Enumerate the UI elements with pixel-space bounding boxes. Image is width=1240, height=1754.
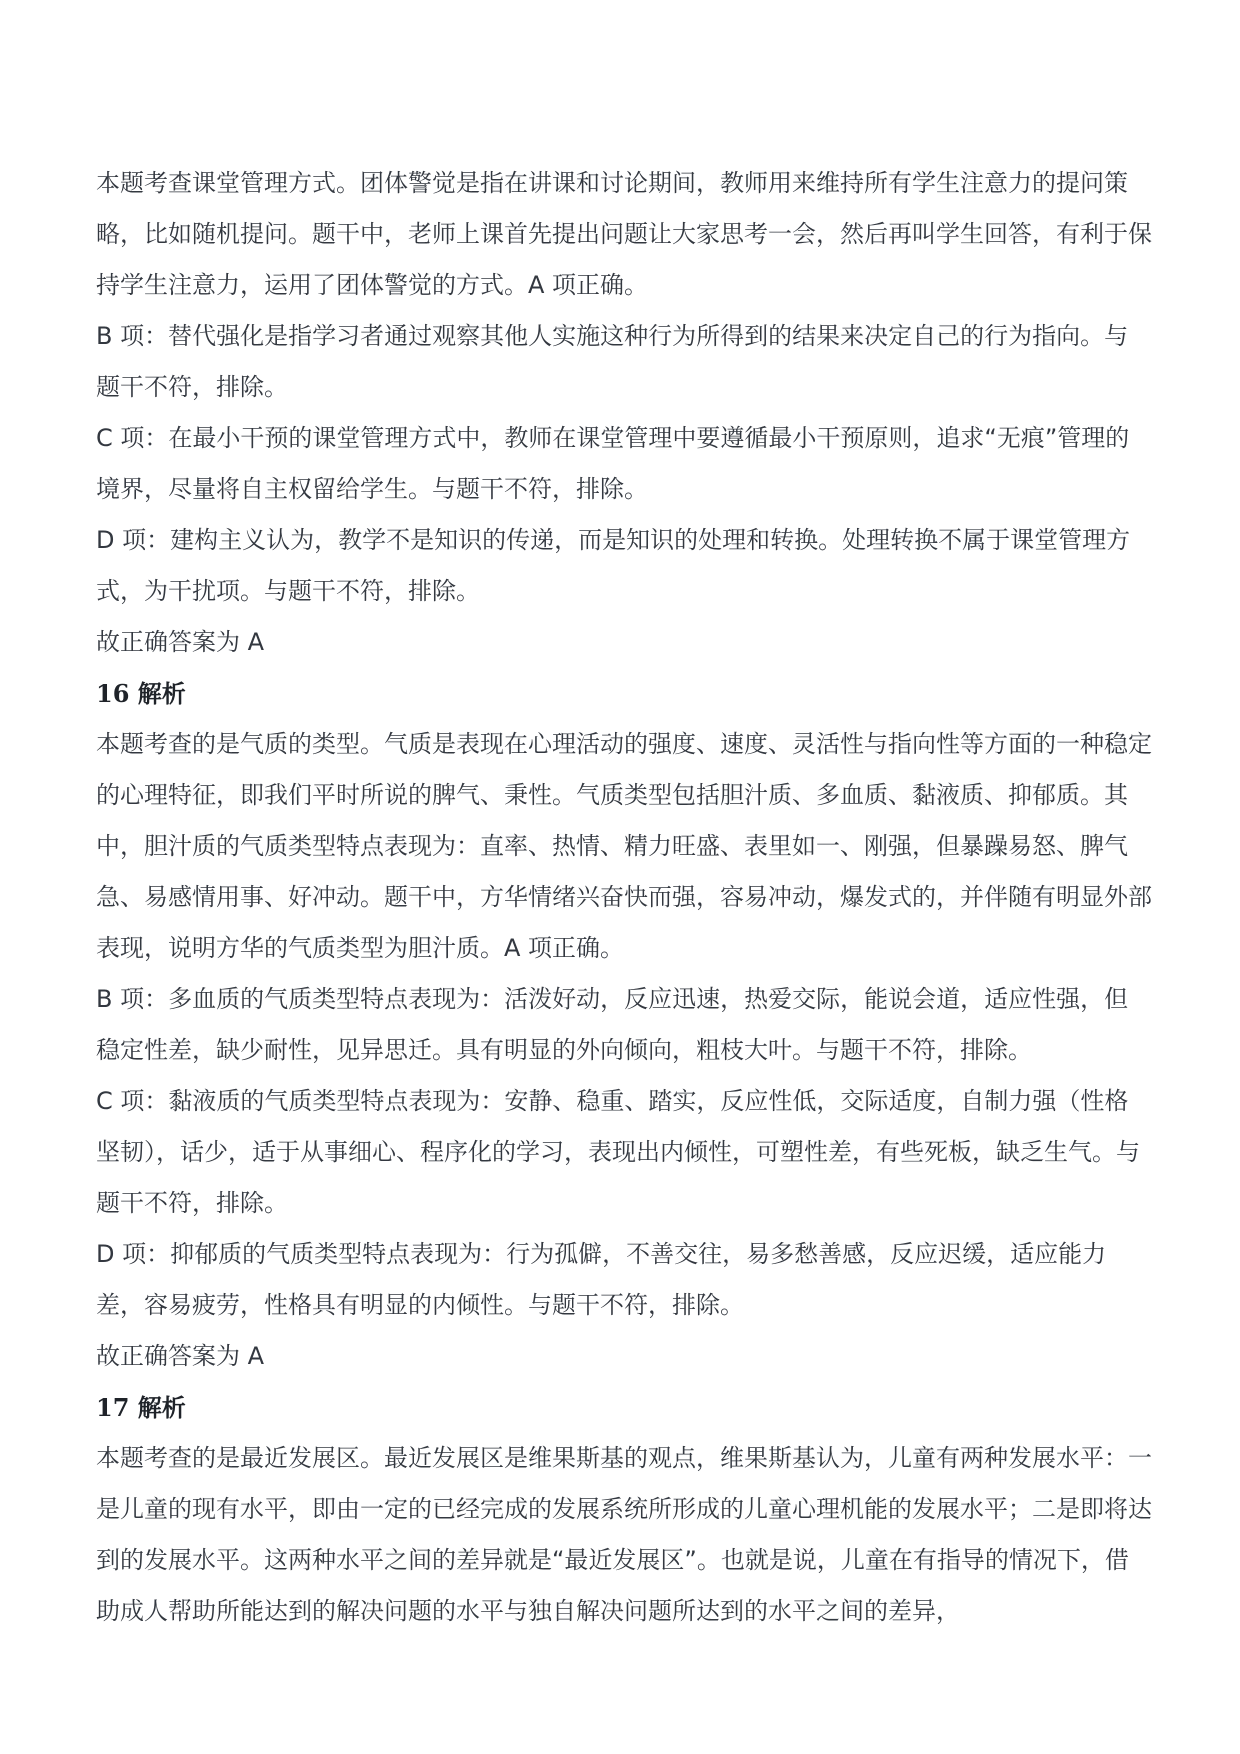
paragraph-q17-analysis: 本题考查的是最近发展区。最近发展区是维果斯基的观点，维果斯基认为，儿童有两种发展水平：一是儿童的现有水平，即由一定的已经完成的发展系统所形成的儿童心理机能的发展水平；二是即将达到的发展水平。这两种水平之间的差异就是“最近发展区”。也就是说，儿童在有指导的情况下，借助成人帮助所能达到的解决问题的水平与独自解决问题所达到的水平之间的差异，: [96, 1444, 1152, 1625]
paragraph-q15-option-b: B 项：替代强化是指学习者通过观察其他人实施这种行为所得到的结果来决定自己的行为指向。与题干不符，排除。: [96, 322, 1129, 401]
paragraph-q16-option-b: B 项：多血质的气质类型特点表现为：活泼好动，反应迅速，热爱交际，能说会道，适应性强，但稳定性差，缺少耐性，见异思迁。具有明显的外向倾向，粗枝大叶。与题干不符，排除。: [96, 985, 1129, 1064]
paragraph-q15-answer: 故正确答案为 A: [96, 628, 265, 656]
paragraph-q16-option-d: D 项：抑郁质的气质类型特点表现为：行为孤僻，不善交往，易多愁善感，反应迟缓，适应能力差，容易疲劳，性格具有明显的内倾性。与题干不符，排除。: [96, 1240, 1107, 1319]
heading-q17-analysis: 17 解析: [96, 1393, 186, 1422]
paragraph-q16-answer: 故正确答案为 A: [96, 1342, 265, 1370]
paragraph-q16-option-c: C 项：黏液质的气质类型特点表现为：安静、稳重、踏实，反应性低，交际适度，自制力强（性格坚韧），话少，适于从事细心、程序化的学习，表现出内倾性，可塑性差，有些死板，缺乏生气。与题干不符，排除。: [96, 1087, 1140, 1217]
heading-q16-analysis: 16 解析: [96, 679, 186, 708]
paragraph-q15-option-c: C 项：在最小干预的课堂管理方式中，教师在课堂管理中要遵循最小干预原则，追求“无痕”管理的境界，尽量将自主权留给学生。与题干不符，排除。: [96, 424, 1130, 503]
paragraph-q16-analysis: 本题考查的是气质的类型。气质是表现在心理活动的强度、速度、灵活性与指向性等方面的一种稳定的心理特征，即我们平时所说的脾气、秉性。气质类型包括胆汁质、多血质、黏液质、抑郁质。其中，胆汁质的气质类型特点表现为：直率、热情、精力旺盛、表里如一、刚强，但暴躁易怒、脾气急、易感情用事、好冲动。题干中，方华情绪兴奋快而强，容易冲动，爆发式的，并伴随有明显外部表现，说明方华的气质类型为胆汁质。A 项正确。: [96, 730, 1152, 962]
paragraph-q15-option-d: D 项：建构主义认为，教学不是知识的传递，而是知识的处理和转换。处理转换不属于课堂管理方式，为干扰项。与题干不符，排除。: [96, 526, 1131, 605]
document-page: [96, 158, 1152, 1637]
paragraph-q15-analysis: 本题考查课堂管理方式。团体警觉是指在讲课和讨论期间，教师用来维持所有学生注意力的提问策略，比如随机提问。题干中，老师上课首先提出问题让大家思考一会，然后再叫学生回答，有利于保持学生注意力，运用了团体警觉的方式。A 项正确。: [96, 169, 1152, 299]
